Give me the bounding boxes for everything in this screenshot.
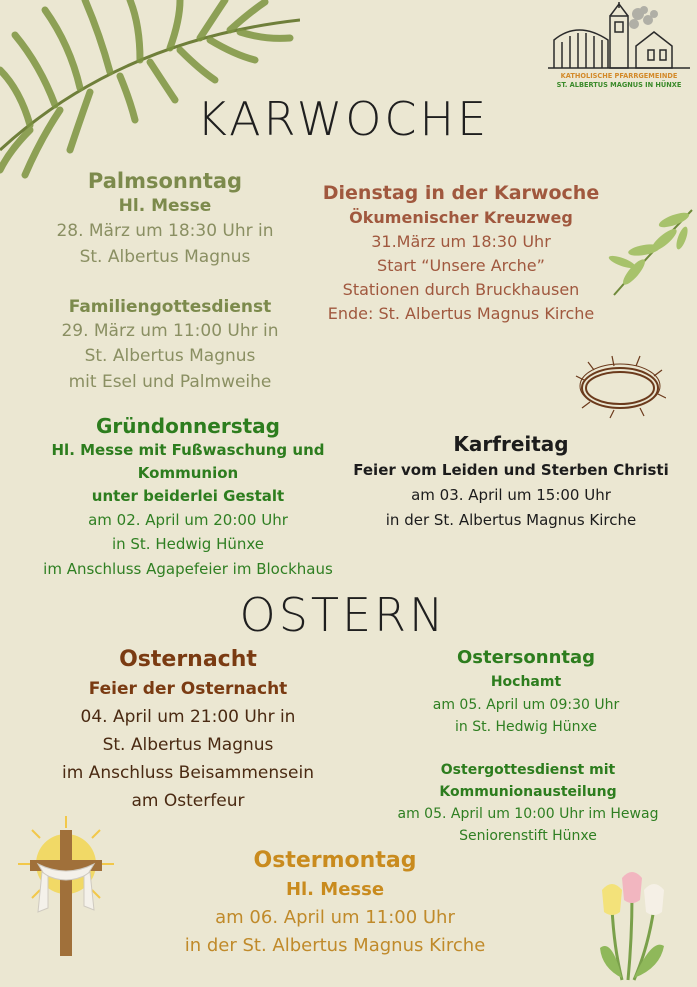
karfreitag-subtitle: Feier vom Leiden und Sterben Christi bbox=[353, 461, 669, 479]
section-palmsonntag bbox=[10, 168, 320, 270]
olive-branch-illustration bbox=[604, 200, 696, 300]
gruendonnerstag-sub-1: Hl. Messe mit Fußwaschung und bbox=[51, 441, 325, 459]
familiengottesdienst-line-3: mit Esel und Palmweihe bbox=[68, 372, 272, 392]
osternacht-line-3: im Anschluss Beisammensein bbox=[62, 763, 314, 783]
ostermontag-subtitle: Hl. Messe bbox=[285, 879, 385, 900]
ostermontag-line-1: am 06. April um 11:00 Uhr bbox=[215, 907, 455, 928]
palmsonntag-subtitle: Hl. Messe bbox=[118, 196, 212, 216]
dienstag-line-3: Stationen durch Bruckhausen bbox=[342, 280, 580, 299]
gruendonnerstag-line-3: im Anschluss Agapefeier im Blockhaus bbox=[43, 560, 333, 578]
osternacht-line-1: 04. April um 21:00 Uhr in bbox=[80, 707, 296, 727]
ostersonntag-title: Ostersonntag bbox=[456, 647, 596, 668]
ostergottesdienst-line-1: am 05. April um 10:00 Uhr im Hewag bbox=[397, 806, 659, 822]
section-dienstag bbox=[298, 180, 624, 326]
dienstag-line-2: Start “Unsere Arche” bbox=[377, 256, 545, 275]
ostermontag-line-2: in der St. Albertus Magnus Kirche bbox=[184, 935, 486, 956]
osternacht-line-2: St. Albertus Magnus bbox=[102, 735, 274, 755]
osternacht-subtitle: Feier der Osternacht bbox=[88, 679, 288, 699]
ostersonntag-line-2: in St. Hedwig Hünxe bbox=[455, 719, 597, 735]
palmsonntag-title: Palmsonntag bbox=[87, 169, 243, 193]
karfreitag-title: Karfreitag bbox=[453, 432, 569, 456]
palmsonntag-line-2: St. Albertus Magnus bbox=[79, 247, 251, 267]
logo-line-2: ST. ALBERTUS MAGNUS IN HÜNXE bbox=[556, 81, 682, 89]
ostermontag-title: Ostermontag bbox=[253, 848, 417, 873]
section-ostermontag bbox=[150, 846, 520, 960]
gruendonnerstag-line-2: in St. Hedwig Hünxe bbox=[111, 535, 265, 553]
familiengottesdienst-line-2: St. Albertus Magnus bbox=[84, 346, 256, 366]
karfreitag-line-1: am 03. April um 15:00 Uhr bbox=[411, 486, 611, 504]
section-ostergottesdienst bbox=[370, 759, 686, 847]
ostergottesdienst-line-2: Seniorenstift Hünxe bbox=[459, 828, 597, 844]
parish-logo bbox=[548, 2, 690, 94]
cross-sun-illustration bbox=[8, 812, 124, 960]
tulips-illustration bbox=[582, 868, 682, 984]
familiengottesdienst-title: Familiengottesdienst bbox=[68, 297, 272, 317]
crown-of-thorns-illustration bbox=[574, 350, 666, 420]
gruendonnerstag-sub-3: unter beiderlei Gestalt bbox=[91, 487, 285, 505]
dienstag-line-4: Ende: St. Albertus Magnus Kirche bbox=[327, 304, 595, 323]
section-familiengottesdienst bbox=[10, 295, 330, 395]
dienstag-subtitle: Ökumenischer Kreuzweg bbox=[349, 208, 573, 227]
dienstag-line-1: 31.März um 18:30 Uhr bbox=[371, 232, 551, 251]
palmsonntag-line-1: 28. März um 18:30 Uhr in bbox=[56, 221, 274, 241]
section-karfreitag bbox=[332, 430, 690, 533]
heading-ostern: OSTERN bbox=[239, 588, 447, 642]
familiengottesdienst-line-1: 29. März um 11:00 Uhr in bbox=[61, 321, 279, 341]
osternacht-title: Osternacht bbox=[119, 647, 257, 672]
gruendonnerstag-title: Gründonnerstag bbox=[96, 414, 280, 438]
osternacht-line-4: am Osterfeur bbox=[131, 791, 245, 811]
section-osternacht bbox=[20, 645, 356, 815]
section-gruendonnerstag bbox=[10, 413, 366, 582]
ostergottesdienst-sub-1: Ostergottesdienst mit bbox=[440, 762, 616, 778]
ostergottesdienst-sub-2: Kommunionausteilung bbox=[439, 784, 617, 800]
gruendonnerstag-line-1: am 02. April um 20:00 Uhr bbox=[88, 511, 288, 529]
logo-line-1: KATHOLISCHE PFARRGEMEINDE bbox=[560, 72, 678, 80]
ostersonntag-line-1: am 05. April um 09:30 Uhr bbox=[432, 697, 620, 713]
section-ostersonntag bbox=[376, 646, 676, 738]
gruendonnerstag-sub-2: Kommunion bbox=[137, 464, 239, 482]
dienstag-title: Dienstag in der Karwoche bbox=[322, 182, 600, 204]
ostersonntag-subtitle: Hochamt bbox=[490, 674, 562, 690]
karfreitag-line-2: in der St. Albertus Magnus Kirche bbox=[385, 511, 637, 529]
heading-karwoche: KARWOCHE bbox=[196, 92, 490, 146]
